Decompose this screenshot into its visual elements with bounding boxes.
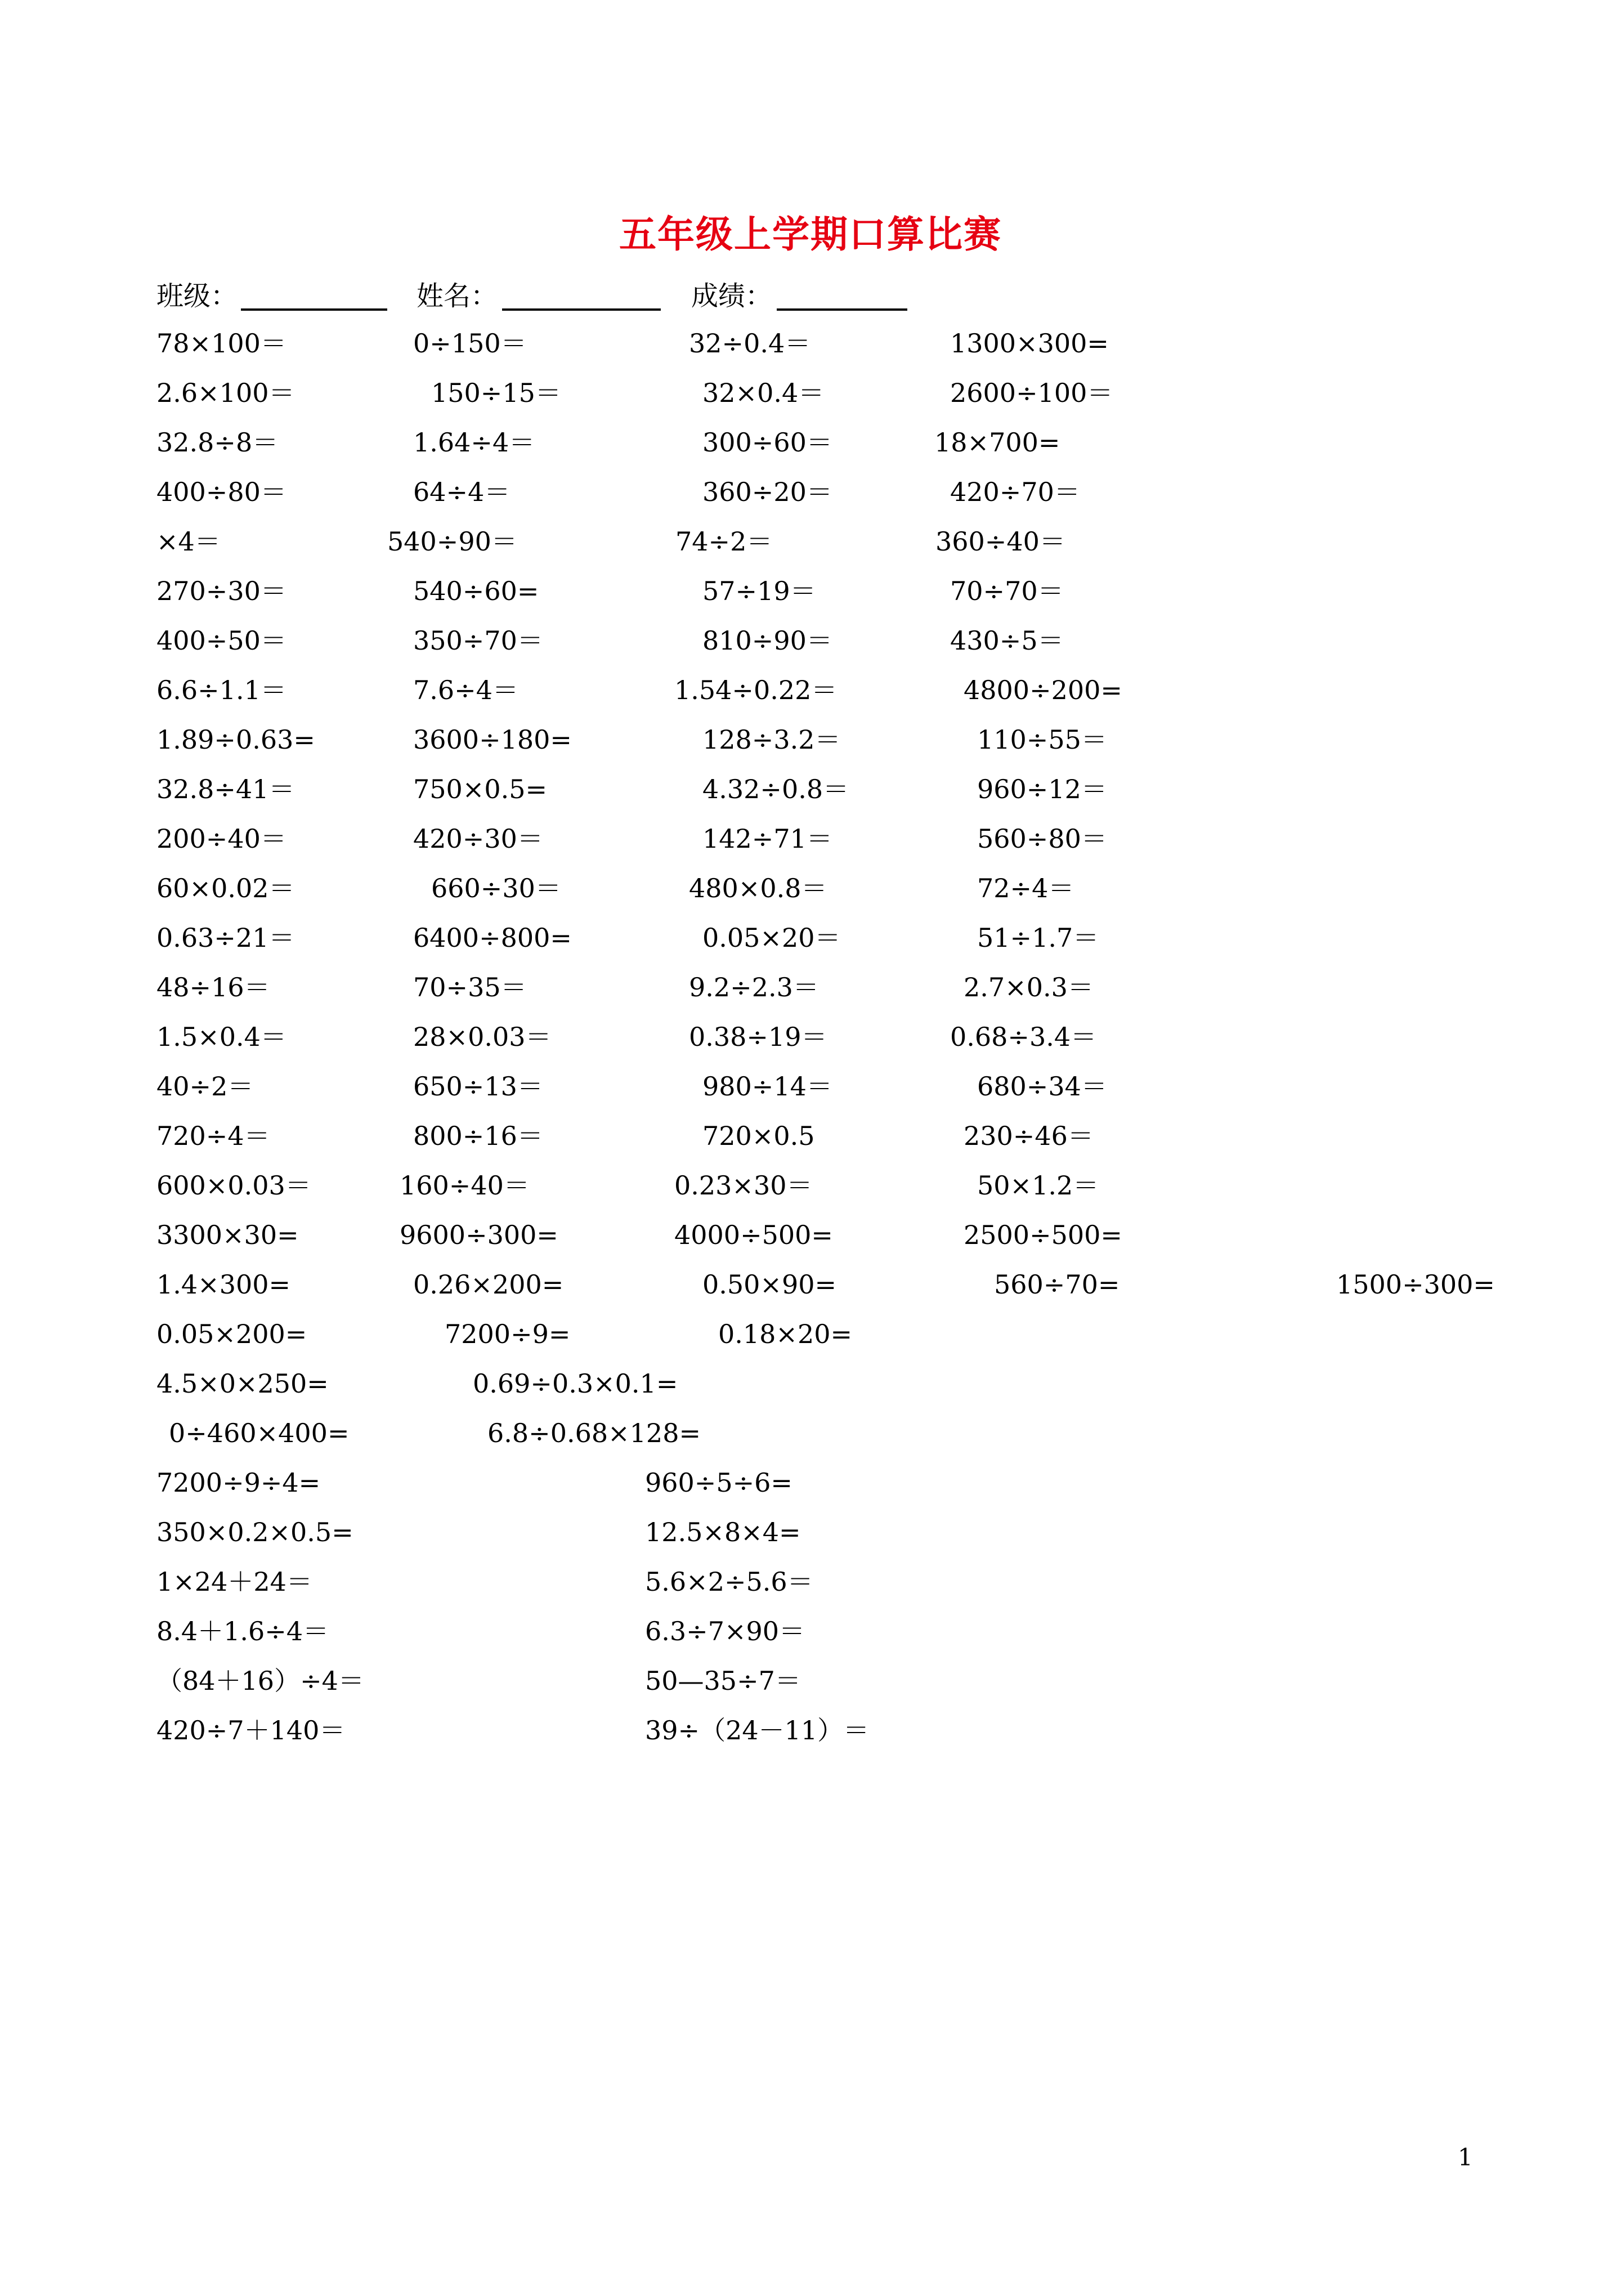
problem-r19-c1: 3300×30= xyxy=(156,1220,299,1250)
page-title: 五年级上学期口算比赛 xyxy=(619,212,1002,256)
problem-r5-c2: 540÷90＝ xyxy=(387,526,517,557)
problem-r17-c4: 230÷46＝ xyxy=(964,1121,1094,1151)
problem-r1-c3: 32÷0.4＝ xyxy=(689,328,811,359)
problem-r5-c3: 74÷2＝ xyxy=(675,526,773,557)
problem-r20-c1: 1.4×300= xyxy=(156,1269,291,1300)
problem-r7-c3: 810÷90＝ xyxy=(702,625,832,656)
student-info-line xyxy=(0,279,1621,313)
problem-r18-c2: 160÷40＝ xyxy=(400,1170,530,1201)
problem-r1-c1: 78×100＝ xyxy=(156,328,286,359)
problem-r16-c2: 650÷13＝ xyxy=(413,1071,543,1102)
problem-r4-c4: 420÷70＝ xyxy=(950,477,1080,507)
problem-r16-c3: 980÷14＝ xyxy=(702,1071,832,1102)
problem-r2-c4: 2600÷100＝ xyxy=(950,378,1113,408)
problem-r20-c2: 0.26×200= xyxy=(413,1269,564,1300)
problem-r27-c2: 6.3÷7×90＝ xyxy=(645,1616,805,1646)
problem-r17-c2: 800÷16＝ xyxy=(413,1121,543,1151)
problem-r28-c2: 50—35÷7＝ xyxy=(645,1666,801,1696)
class-blank[interactable] xyxy=(241,308,387,311)
problem-r12-c3: 480×0.8＝ xyxy=(689,873,827,903)
problem-r10-c2: 750×0.5= xyxy=(413,774,548,804)
problem-r8-c2: 7.6÷4＝ xyxy=(413,675,518,705)
problem-r10-c1: 32.8÷41＝ xyxy=(156,774,295,804)
problem-r6-c3: 57÷19＝ xyxy=(702,576,816,606)
problem-r11-c1: 200÷40＝ xyxy=(156,823,286,854)
problem-r25-c1: 350×0.2×0.5= xyxy=(156,1517,353,1547)
problem-r7-c2: 350÷70＝ xyxy=(413,625,543,656)
problem-r8-c3: 1.54÷0.22＝ xyxy=(674,675,838,705)
problem-r2-c1: 2.6×100＝ xyxy=(156,378,295,408)
problem-r26-c2: 5.6×2÷5.6＝ xyxy=(645,1567,813,1597)
problem-r10-c4: 960÷12＝ xyxy=(977,774,1107,804)
problem-r9-c1: 1.89÷0.63= xyxy=(156,724,315,755)
problem-r11-c4: 560÷80＝ xyxy=(977,823,1107,854)
problem-r18-c1: 600×0.03＝ xyxy=(156,1170,311,1201)
problem-r11-c2: 420÷30＝ xyxy=(413,823,543,854)
problem-r2-c2: 150÷15＝ xyxy=(431,378,561,408)
problem-r18-c3: 0.23×30＝ xyxy=(674,1170,813,1201)
class-label: 班级： xyxy=(156,280,238,312)
problem-r19-c4: 2500÷500= xyxy=(964,1220,1122,1250)
problem-r12-c2: 660÷30＝ xyxy=(431,873,561,903)
problem-r18-c4: 50×1.2＝ xyxy=(977,1170,1099,1201)
problem-r26-c1: 1×24＋24＝ xyxy=(156,1567,312,1597)
problem-r14-c2: 70÷35＝ xyxy=(413,972,527,1002)
problem-r19-c2: 9600÷300= xyxy=(400,1220,558,1250)
problem-r16-c4: 680÷34＝ xyxy=(977,1071,1107,1102)
problem-r24-c1: 7200÷9÷4= xyxy=(156,1467,321,1498)
problem-r9-c4: 110÷55＝ xyxy=(977,724,1107,755)
problem-r19-c3: 4000÷500= xyxy=(674,1220,833,1250)
problem-r15-c1: 1.5×0.4＝ xyxy=(156,1022,286,1052)
name-blank[interactable] xyxy=(502,308,661,311)
problem-r10-c3: 4.32÷0.8＝ xyxy=(702,774,849,804)
problem-r13-c3: 0.05×20＝ xyxy=(702,923,841,953)
problem-r14-c1: 48÷16＝ xyxy=(156,972,270,1002)
problem-r29-c2: 39÷（24－11）＝ xyxy=(645,1715,870,1746)
problem-r16-c1: 40÷2＝ xyxy=(156,1071,254,1102)
problem-r5-c4: 360÷40＝ xyxy=(935,526,1065,557)
score-blank[interactable] xyxy=(777,308,907,311)
problem-r21-c1: 0.05×200= xyxy=(156,1319,307,1349)
problem-r20-c4: 560÷70= xyxy=(994,1269,1120,1300)
problem-r17-c1: 720÷4＝ xyxy=(156,1121,270,1151)
score-label: 成绩： xyxy=(691,280,773,312)
problem-r7-c4: 430÷5＝ xyxy=(950,625,1064,656)
problem-r3-c4: 18×700= xyxy=(934,427,1060,458)
problem-r12-c1: 60×0.02＝ xyxy=(156,873,295,903)
problem-r28-c1: （84＋16）÷4＝ xyxy=(156,1666,364,1696)
problem-r6-c1: 270÷30＝ xyxy=(156,576,286,606)
problem-r3-c3: 300÷60＝ xyxy=(702,427,832,458)
problem-r4-c1: 400÷80＝ xyxy=(156,477,286,507)
problem-r24-c2: 960÷5÷6= xyxy=(645,1467,792,1498)
problem-r9-c2: 3600÷180= xyxy=(413,724,572,755)
problem-r15-c3: 0.38÷19＝ xyxy=(689,1022,827,1052)
problem-r5-c1: ×4＝ xyxy=(156,526,221,557)
problem-r6-c4: 70÷70＝ xyxy=(950,576,1064,606)
problem-r1-c2: 0÷150＝ xyxy=(413,328,527,359)
problem-r3-c2: 1.64÷4＝ xyxy=(413,427,535,458)
problem-r15-c2: 28×0.03＝ xyxy=(413,1022,552,1052)
problem-r4-c2: 64÷4＝ xyxy=(413,477,511,507)
problem-r13-c4: 51÷1.7＝ xyxy=(977,923,1099,953)
page-number: 1 xyxy=(1458,2143,1473,2171)
problem-r13-c2: 6400÷800= xyxy=(413,923,572,953)
problem-r4-c3: 360÷20＝ xyxy=(702,477,832,507)
name-label: 姓名： xyxy=(417,280,498,312)
problem-r14-c4: 2.7×0.3＝ xyxy=(964,972,1094,1002)
problem-r20-c3: 0.50×90= xyxy=(702,1269,837,1300)
problem-r29-c1: 420÷7＋140＝ xyxy=(156,1715,346,1746)
problem-r23-c2: 6.8÷0.68×128= xyxy=(487,1418,701,1448)
problem-r3-c1: 32.8÷8＝ xyxy=(156,427,279,458)
problem-r8-c1: 6.6÷1.1＝ xyxy=(156,675,286,705)
problem-r15-c4: 0.68÷3.4＝ xyxy=(950,1022,1097,1052)
problem-r2-c3: 32×0.4＝ xyxy=(702,378,825,408)
problem-r25-c2: 12.5×8×4= xyxy=(645,1517,801,1547)
problem-r13-c1: 0.63÷21＝ xyxy=(156,923,295,953)
problem-r6-c2: 540÷60= xyxy=(413,576,539,606)
problem-r1-c4: 1300×300= xyxy=(950,328,1109,359)
problem-r9-c3: 128÷3.2＝ xyxy=(702,724,841,755)
problem-r20-c5: 1500÷300= xyxy=(1336,1269,1495,1300)
problem-r21-c3: 0.18×20= xyxy=(718,1319,853,1349)
problem-r11-c3: 142÷71＝ xyxy=(702,823,832,854)
problem-r23-c1: 0÷460×400= xyxy=(169,1418,350,1448)
problem-r8-c4: 4800÷200= xyxy=(964,675,1122,705)
problem-r12-c4: 72÷4＝ xyxy=(977,873,1074,903)
problem-r27-c1: 8.4＋1.6÷4＝ xyxy=(156,1616,329,1646)
problem-r22-c1: 4.5×0×250= xyxy=(156,1368,329,1399)
problem-r17-c3: 720×0.5 xyxy=(702,1121,815,1151)
problem-r7-c1: 400÷50＝ xyxy=(156,625,286,656)
problem-r22-c2: 0.69÷0.3×0.1= xyxy=(473,1368,678,1399)
problem-r21-c2: 7200÷9= xyxy=(445,1319,571,1349)
problem-r14-c3: 9.2÷2.3＝ xyxy=(689,972,819,1002)
